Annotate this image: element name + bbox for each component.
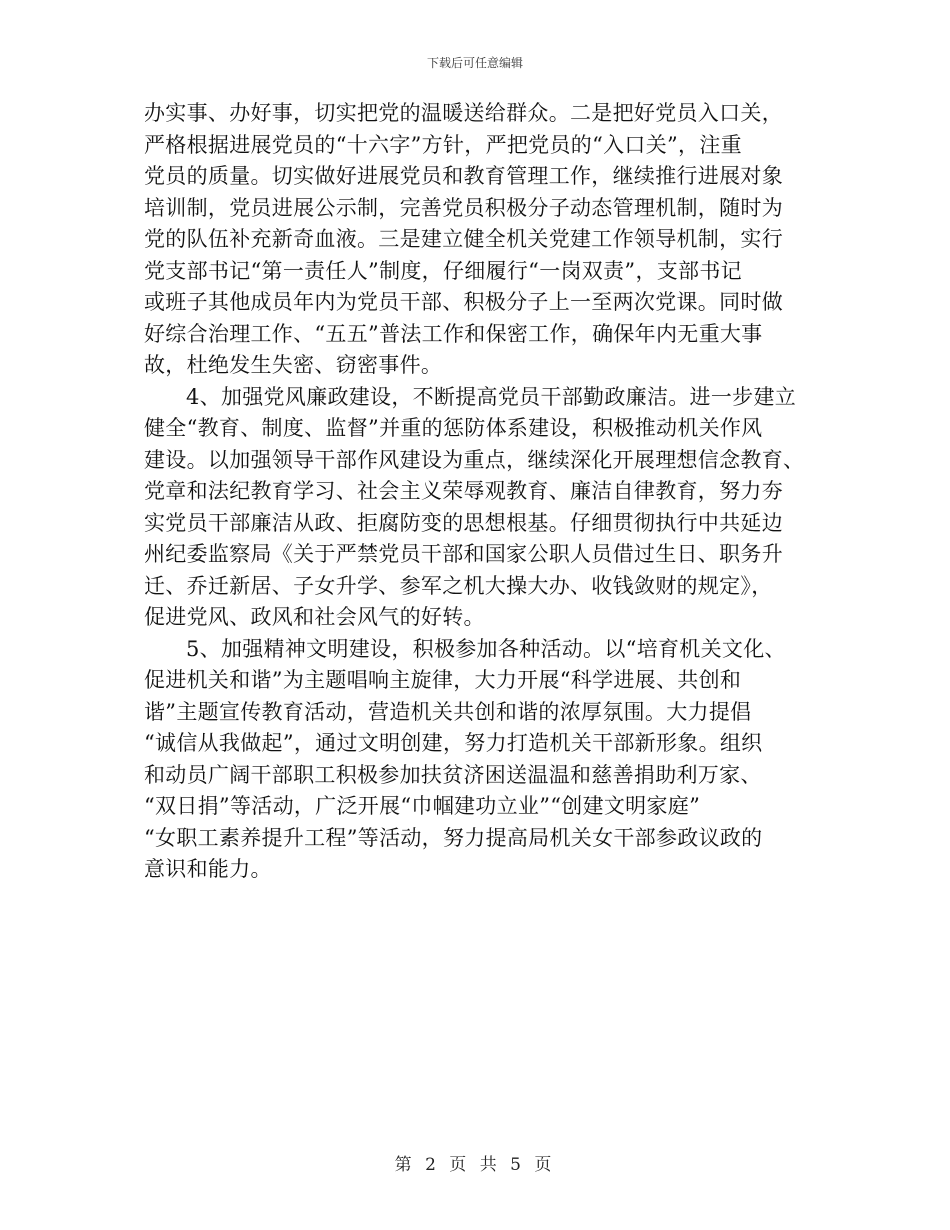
text-line: 4、加强党风廉政建设，不断提高党员干部勤政廉洁。进一步建立 [186, 384, 797, 409]
text-line: 谐”主题宣传教育活动，营造机关共创和谐的浓厚氛围。大力提倡 [144, 699, 752, 724]
paragraph-3 [144, 634, 824, 886]
text-line: 严格根据进展党员的“十六字”方针，严把党员的“入口关”，注重 [144, 132, 742, 157]
page-header: 下载后可任意编辑 [426, 56, 523, 70]
text-line: 办实事、办好事，切实把党的温暖送给群众。二是把好党员入口关， [144, 101, 783, 125]
text-line: 党的队伍补充新奇血液。三是建立健全机关党建工作领导机制，实行 [144, 227, 783, 251]
page-number: 第 2 页 共 5 页 [394, 1155, 556, 1175]
text-line: 建设。以加强领导干部作风建设为重点，继续深化开展理想信念教育、 [144, 447, 805, 472]
text-line: 党员的质量。切实做好进展党员和教育管理工作，继续推行进展对象 [144, 164, 783, 188]
paragraph-2 [144, 382, 824, 634]
text-line: 培训制，党员进展公示制，完善党员积极分子动态管理机制，随时为 [144, 195, 783, 220]
text-line: 州纪委监察局《关于严禁党员干部和国家公职人员借过生日、职务升 [144, 542, 783, 566]
text-line: 故，杜绝发生失密、窃密事件。 [144, 353, 443, 377]
text-line: 实党员干部廉洁从政、拒腐防变的思想根基。仔细贯彻执行中共延边 [144, 510, 783, 535]
text-line: 和动员广阔干部职工积极参加扶贫济困送温温和慈善捐助利万家、 [144, 762, 762, 787]
text-line: 健全“教育、制度、监督”并重的惩防体系建设，积极推动机关作风 [144, 416, 763, 440]
text-line: 5、加强精神文明建设，积极参加各种活动。以“培育机关文化、 [186, 636, 786, 661]
text-line: 好综合治理工作、“五五”普法工作和保密工作，确保年内无重大事 [144, 321, 763, 346]
text-line: 党支部书记“第一责任人”制度，仔细履行“一岗双责”，支部书记 [144, 258, 742, 283]
paragraph-1 [144, 98, 824, 382]
text-line: 迁、乔迁新居、子女升学、参军之机大操大办、收钱敛财的规定》， [144, 573, 773, 598]
text-line: 党章和法纪教育学习、社会主义荣辱观教育、廉洁自律教育，努力夯 [144, 479, 783, 503]
text-line: 或班子其他成员年内为党员干部、积极分子上一至两次党课。同时做 [144, 290, 783, 314]
text-line: 促进机关和谐”为主题唱响主旋律，大力开展“科学进展、共创和 [144, 668, 742, 692]
text-line: “女职工素养提升工程”等活动，努力提高局机关女干部参政议政的 [144, 825, 763, 850]
text-line: 促进党风、政风和社会风气的好转。 [144, 605, 485, 629]
text-line: “诚信从我做起”，通过文明创建，努力打造机关干部新形象。组织 [144, 731, 763, 755]
text-line: 意识和能力。 [144, 857, 272, 881]
text-line: “双日捐”等活动，广泛开展“巾帼建功立业”“创建文明家庭” [144, 794, 701, 818]
document-body [144, 98, 824, 886]
